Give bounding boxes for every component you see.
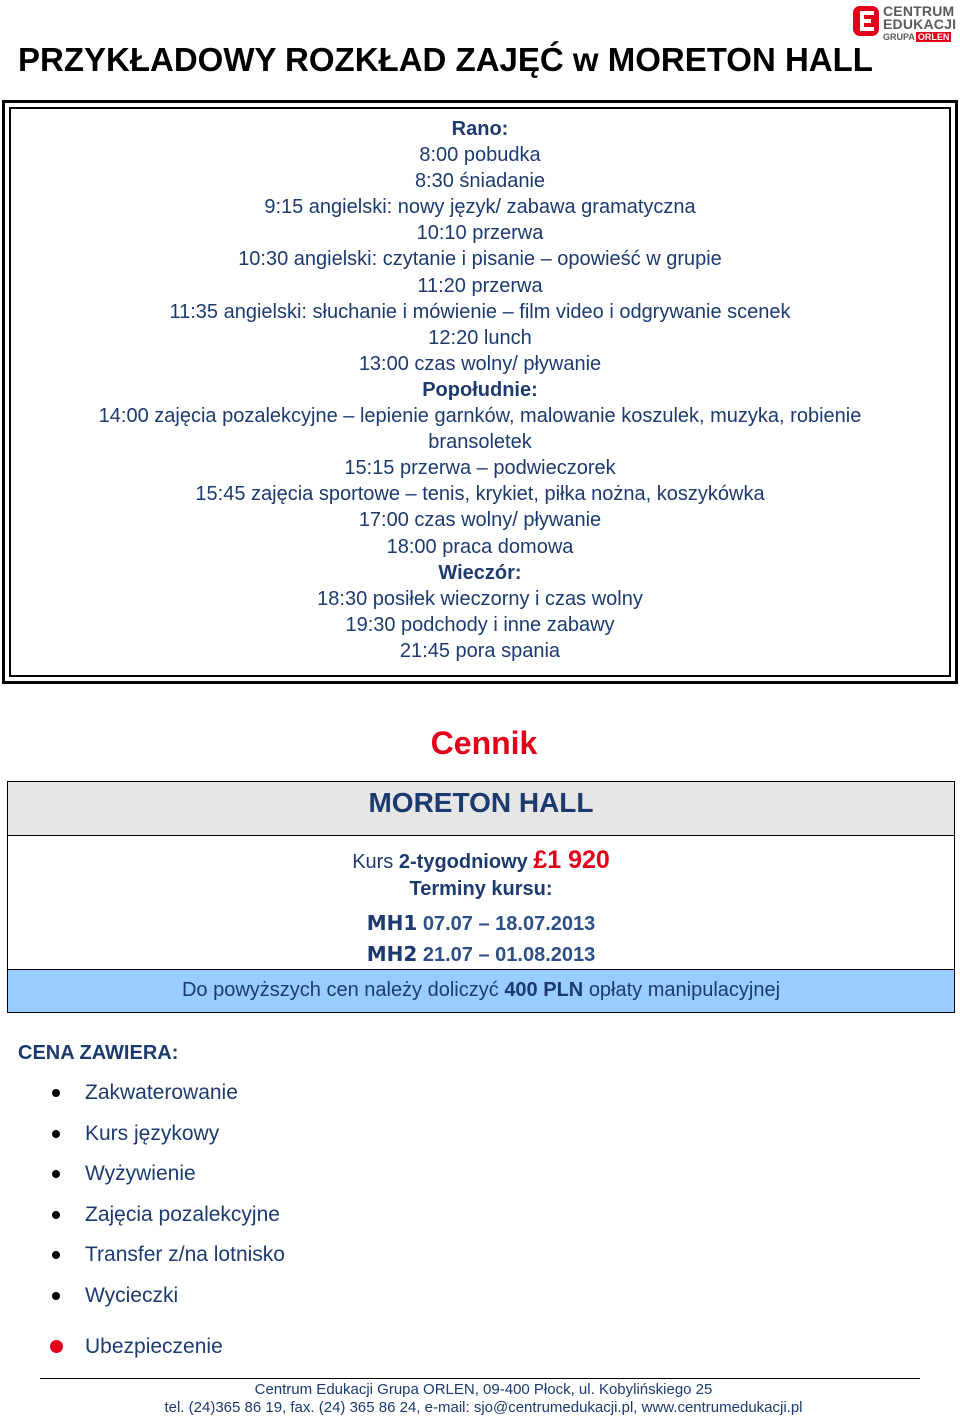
schedule-item: 9:15 angielski: nowy język/ zabawa gramatyczna xyxy=(264,196,696,219)
footer-address: Centrum Edukacji Grupa ORLEN, 09-400 Płock, ul. Kobylińskiego 25 xyxy=(254,1381,713,1398)
bullet-icon xyxy=(52,1089,60,1097)
includes-item-label: Zajęcia pozalekcyjne xyxy=(85,1202,280,1226)
includes-item xyxy=(0,1114,500,1155)
course-type: 2-tygodniowy xyxy=(398,851,528,873)
footer-contact: tel. (24)365 86 19, fax. (24) 365 86 24, e-mail: sjo@centrumedukacji.pl, www.centrumedukacji.pl xyxy=(164,1399,803,1416)
includes-item-label: Transfer z/na lotnisko xyxy=(85,1243,285,1267)
schedule-list xyxy=(9,107,951,677)
includes-item-label: Ubezpieczenie xyxy=(85,1334,223,1358)
includes-list xyxy=(0,1073,500,1367)
schedule-item: 18:00 praca domowa xyxy=(386,535,574,558)
includes-item xyxy=(0,1327,500,1368)
logo-line-3 xyxy=(883,32,951,42)
logo-group-text: GRUPA xyxy=(883,32,915,42)
footer xyxy=(0,1381,960,1417)
course-line xyxy=(8,844,954,878)
logo-e-mark-icon xyxy=(853,6,879,36)
schedule-item: 13:00 czas wolny/ pływanie xyxy=(358,352,602,375)
bullet-icon xyxy=(52,1251,60,1259)
fee-suffix: opłaty manipulacyjnej xyxy=(588,979,781,1001)
schedule-item: 18:30 posiłek wieczorny i czas wolny xyxy=(317,587,643,610)
page-title: PRZYKŁADOWY ROZKŁAD ZAJĘĆ w MORETON HALL xyxy=(18,41,873,78)
bullet-icon xyxy=(52,1130,60,1138)
schedule-item: 10:10 przerwa xyxy=(416,222,544,245)
schedule-section-heading: Wieczór: xyxy=(438,561,522,584)
schedule-item: 17:00 czas wolny/ pływanie xyxy=(358,509,602,532)
fee-prefix: Do powyższych cen należy doliczyć xyxy=(181,979,499,1001)
bullet-icon xyxy=(52,1211,60,1219)
term-code: MH2 xyxy=(366,942,418,966)
logo-orlen-text: ORLEN xyxy=(917,32,950,42)
includes-item xyxy=(0,1235,500,1276)
includes-item xyxy=(0,1154,500,1195)
logo-line-2: EDUKACJI xyxy=(883,16,957,32)
bullet-icon xyxy=(52,1170,60,1178)
price-table xyxy=(7,781,955,1013)
schedule-item: 15:15 przerwa – podwieczorek xyxy=(344,457,616,480)
includes-item xyxy=(0,1073,500,1114)
bullet-icon xyxy=(52,1292,60,1300)
includes-item-label: Wycieczki xyxy=(85,1283,179,1307)
footer-divider xyxy=(40,1378,920,1379)
includes-item-label: Kurs językowy xyxy=(85,1121,220,1145)
schedule-section-heading: Popołudnie: xyxy=(422,378,538,401)
term-row xyxy=(8,908,954,939)
schedule-section-heading: Rano: xyxy=(451,118,509,140)
price-details xyxy=(8,836,954,970)
company-logo xyxy=(853,3,957,42)
term-code: MH1 xyxy=(366,911,418,935)
includes-item-label: Wyżywienie xyxy=(85,1162,196,1186)
logo-line-1: CENTRUM xyxy=(883,3,955,19)
bullet-icon xyxy=(50,1340,63,1353)
includes-item xyxy=(0,1195,500,1236)
pricing-title: Cennik xyxy=(430,725,538,761)
schedule-item: 8:00 pobudka xyxy=(419,144,541,167)
fee-note xyxy=(8,970,954,1012)
includes-item xyxy=(0,1276,500,1317)
schedule-item: 21:45 pora spania xyxy=(399,639,561,662)
schedule-item: 15:45 zajęcia sportowe – tenis, krykiet, piłka nożna, koszykówka xyxy=(195,483,765,506)
terms-label: Terminy kursu: xyxy=(409,878,553,900)
term-row xyxy=(8,939,954,970)
venue-header: MORETON HALL xyxy=(8,782,954,836)
course-price: £1 920 xyxy=(533,846,610,874)
schedule-item: 11:35 angielski: słuchanie i mówienie – film video i odgrywanie scenek xyxy=(169,300,791,323)
includes-title: CENA ZAWIERA: xyxy=(18,1042,179,1064)
schedule-item: 8:30 śniadanie xyxy=(414,170,546,193)
schedule-item: 11:20 przerwa xyxy=(417,274,543,297)
schedule-item: 14:00 zajęcia pozalekcyjne – lepienie garnków, malowanie koszulek, muzyka, robienie xyxy=(98,405,862,428)
includes-item-label: Zakwaterowanie xyxy=(85,1081,238,1104)
schedule-item: 12:20 lunch xyxy=(428,326,532,349)
term-dates: 21.07 – 01.08.2013 xyxy=(422,944,596,966)
term-dates: 07.07 – 18.07.2013 xyxy=(422,913,596,935)
course-prefix: Kurs xyxy=(352,851,394,873)
schedule-item: 19:30 podchody i inne zabawy xyxy=(345,613,615,636)
schedule-item: 10:30 angielski: czytanie i pisanie – opowieść w grupie xyxy=(238,248,722,271)
schedule-item: bransoletek xyxy=(428,431,532,454)
fee-amount: 400 PLN xyxy=(504,979,584,1001)
schedule-box xyxy=(2,100,958,684)
